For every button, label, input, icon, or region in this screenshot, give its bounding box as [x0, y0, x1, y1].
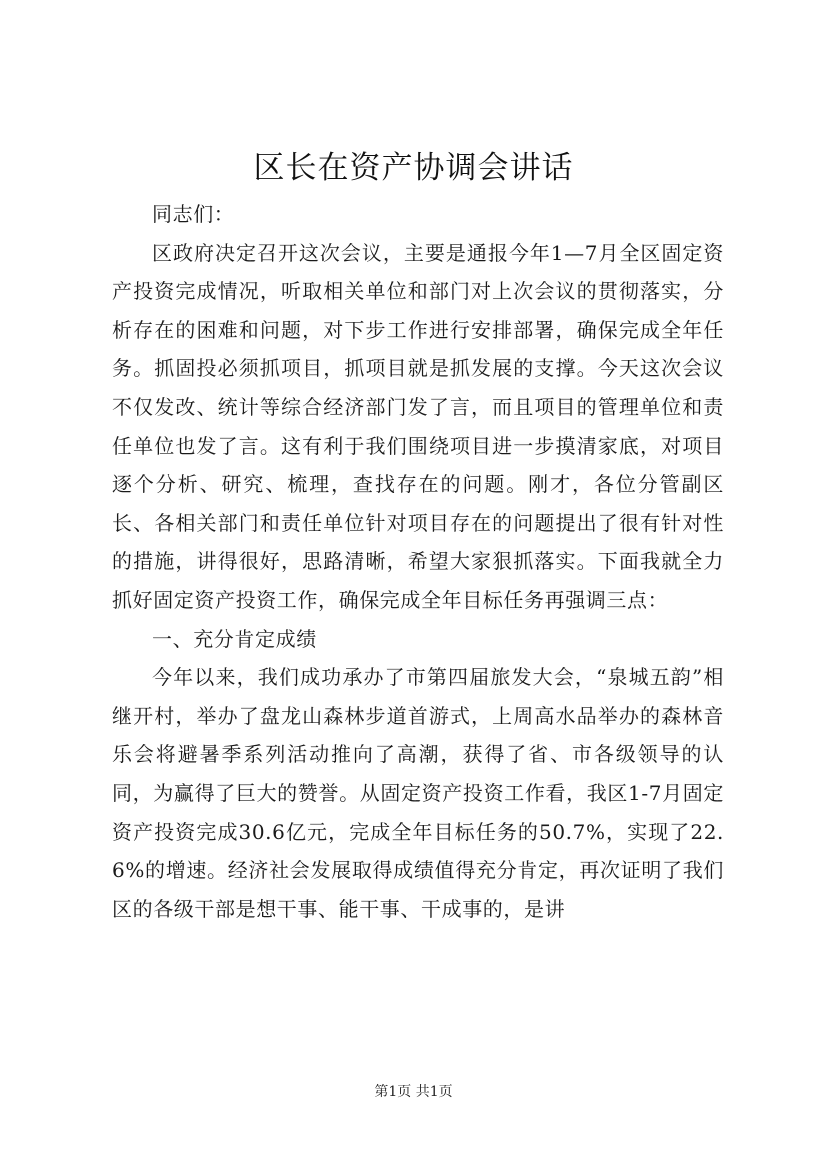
intro-paragraph: 区政府决定召开这次会议，主要是通报今年1—7月全区固定资产投资完成情况，听取相关单位和部门对上次会议的贯彻落实，分析存在的困难和问题，对下步工作进行安排部署，确保完成全年任务。抓固投必须抓项目，抓项目就是抓发展的支撑。今天这次会议不仅发改、统计等综合经济部门发了言，而且项目的管理单位和责任单位也发了言。这有利于我们围绕项目进一步摸清家底，对项目逐个分析、研究、梳理，查找存在的问题。刚才，各位分管副区长、各相关部门和责任单位针对项目存在的问题提出了很有针对性的措施，讲得很好，思路清晰，希望大家狠抓落实。下面我就全力抓好固定资产投资工作，确保完成全年目标任务再强调三点：: [112, 240, 724, 612]
section-heading: 一、充分肯定成绩: [152, 626, 317, 651]
page-footer: 第1页 共1页: [374, 1084, 453, 1100]
document-body: [112, 195, 724, 928]
document-title: 区长在资产协调会讲话: [253, 150, 574, 186]
salutation-paragraph: 同志们：: [152, 202, 235, 226]
achievements-paragraph: 今年以来，我们成功承办了市第四届旅发大会，“泉城五韵”相继开村，举办了盘龙山森林步道首游式，上周高水品举办的森林音乐会将避暑季系列活动推向了高潮，获得了省、市各级领导的认同，为赢得了巨大的赞誉。从固定资产投资工作看，我区1-7月固定资产投资完成30.6亿元，完成全年目标任务的50.7%，实现了22.6%的增速。经济社会发展取得成绩值得充分肯定，再次证明了我们区的各级干部是想干事、能干事、干成事的，是讲: [112, 665, 724, 921]
